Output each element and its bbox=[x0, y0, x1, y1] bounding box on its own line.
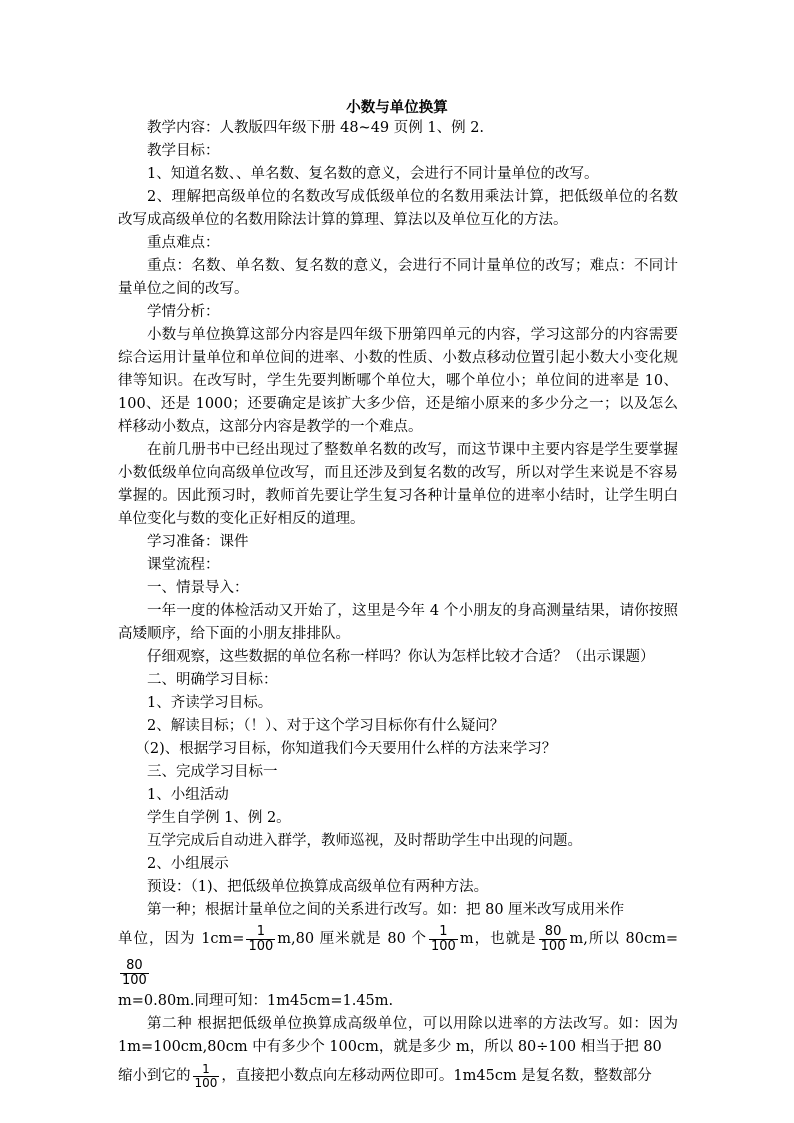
fraction bbox=[193, 1063, 220, 1090]
fraction-denominator: 100 bbox=[122, 972, 147, 988]
fraction bbox=[429, 925, 458, 954]
paragraph: （2)、根据学习目标，你知道我们今天要用什么样的方法来学习？ bbox=[135, 741, 557, 757]
fraction-numerator: 80 bbox=[544, 923, 562, 939]
section-heading: 三、完成学习目标一 bbox=[147, 764, 278, 780]
fraction bbox=[246, 925, 275, 954]
fraction-denominator: 100 bbox=[194, 1075, 218, 1090]
paragraph: 第二种 根据把低级单位换算成高级单位，可以用除以进率的方法改写。如：因为 1m=100cm,80cm 中有多少个 100cm，就是多少 m，所以 80÷100 相当于把 80 bbox=[118, 1016, 678, 1055]
fraction-numerator: 80 bbox=[126, 957, 143, 973]
paragraph: 1、齐读学习目标。 bbox=[147, 695, 273, 711]
paragraph: 互学完成后自动进入群学，教师巡视，及时帮助学生中出现的问题。 bbox=[147, 833, 582, 849]
fraction bbox=[539, 925, 568, 954]
page-title: 小数与单位换算 bbox=[346, 99, 448, 116]
inline-text: m，也就是 bbox=[459, 931, 537, 947]
inline-text: ，直接把小数点向左移动两位即可。1m45cm 是复名数，整数部分 bbox=[221, 1068, 652, 1084]
inline-text: m,80 厘米就是 80 个 bbox=[277, 931, 427, 947]
section-heading: 学情分析： bbox=[147, 304, 220, 320]
paragraph: m=0.80m.同理可知：1m45cm=1.45m. bbox=[118, 993, 394, 1009]
paragraph: 学生自学例 1、例 2。 bbox=[147, 810, 291, 826]
fraction-numerator: 1 bbox=[202, 1061, 210, 1076]
paragraph: 预设：（1)、把低级单位换算成高级单位有两种方法。 bbox=[147, 879, 489, 895]
paragraph: 教学内容：人教版四年级下册 48~49 页例 1、例 2. bbox=[147, 120, 485, 136]
fraction bbox=[120, 959, 149, 988]
fraction-denominator: 100 bbox=[431, 938, 456, 954]
paragraph: 在前几册书中已经出现过了整数单名数的改写，而这节课中主要内容是学生要掌握小数低级单位向高级单位改写，而且还涉及到复名数的改写，所以对学生来说是不容易掌握的。因此预习时，教师首先要让学生复习各种计量单位的进率小结时，让学生明白单位变化与数的变化正好相反的道理。 bbox=[118, 442, 678, 527]
section-heading: 一、情景导入： bbox=[147, 580, 249, 596]
paragraph: 一年一度的体检活动又开始了，这里是今年 4 个小朋友的身高测量结果，请你按照高矮顺序，给下面的小朋友排排队。 bbox=[118, 603, 678, 642]
section-heading: 二、明确学习目标： bbox=[147, 672, 278, 688]
inline-text: 缩小到它的 bbox=[118, 1068, 191, 1084]
fraction-denominator: 100 bbox=[248, 938, 274, 954]
section-heading: 课堂流程： bbox=[147, 557, 220, 573]
paragraph: 第一种；根据计量单位之间的关系进行改写。如：把 80 厘米改写成用米作 bbox=[147, 902, 625, 918]
paragraph: 2、理解把高级单位的名数改写成低级单位的名数用乘法计算，把低级单位的名数改写成高级单位的名数用除法计算的算理、算法以及单位互化的方法。 bbox=[118, 189, 678, 228]
section-heading: 重点难点： bbox=[147, 235, 220, 251]
inline-text: m,所以 80cm= bbox=[569, 931, 678, 947]
paragraph: 仔细观察，这些数据的单位名称一样吗？你认为怎样比较才合适？（出示课题） bbox=[147, 649, 655, 665]
document-body bbox=[118, 117, 678, 1093]
fraction-line bbox=[118, 1059, 678, 1093]
paragraph: 1、知道名数、、单名数、复名数的意义，会进行不同计量单位的改写。 bbox=[147, 166, 599, 182]
inline-text: 单位，因为 1cm= bbox=[118, 931, 245, 947]
paragraph: 小数与单位换算这部分内容是四年级下册第四单元的内容，学习这部分的内容需要综合运用计量单位和单位间的进率、小数的性质、小数点移动位置引起小数大小变化规律等知识。在改写时，学生先要判断哪个单位大，哪个单位小；单位间的进率是 10、100、还是 1000；还要确定是该扩大多少倍，还是缩小原来的多少分之一；以及怎么样移动小数点，这部分内容是教学的一个难点。 bbox=[118, 327, 678, 435]
fraction-numerator: 1 bbox=[256, 923, 265, 939]
fraction-line bbox=[118, 922, 678, 990]
paragraph: 2、小组展示 bbox=[147, 856, 229, 872]
paragraph: 重点：名数、单名数、复名数的意义，会进行不同计量单位的改写；难点：不同计量单位之间的改写。 bbox=[118, 258, 678, 297]
section-heading: 教学目标： bbox=[147, 143, 220, 159]
fraction-numerator: 1 bbox=[439, 923, 448, 939]
paragraph: 1、小组活动 bbox=[147, 787, 229, 803]
paragraph: 2、解读目标；（！）、对于这个学习目标你有什么疑问？ bbox=[147, 718, 505, 734]
fraction-denominator: 100 bbox=[540, 938, 566, 954]
paragraph: 学习准备：课件 bbox=[147, 534, 249, 550]
